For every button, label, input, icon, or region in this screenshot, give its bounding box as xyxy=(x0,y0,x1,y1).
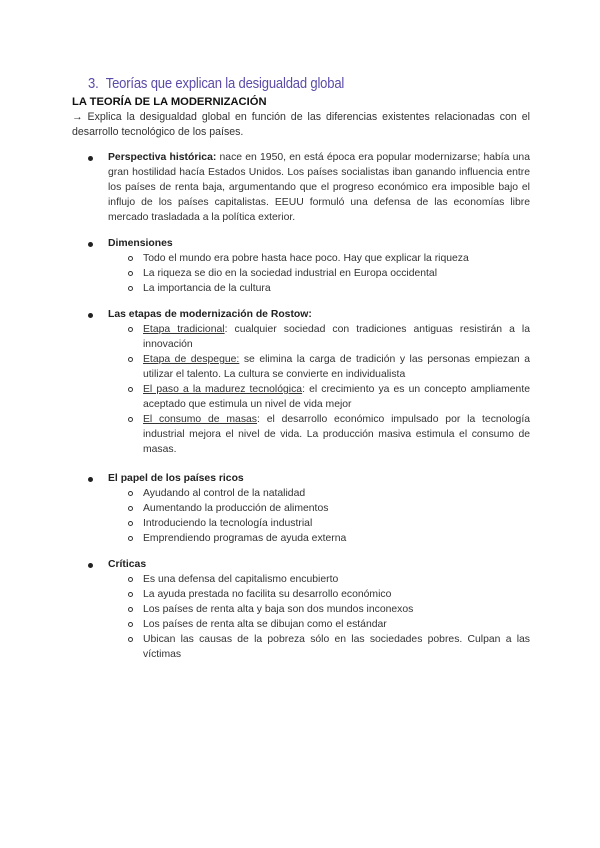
list-item xyxy=(88,617,530,632)
circle-bullet-icon xyxy=(128,256,133,261)
bullet-dot xyxy=(88,242,93,247)
list-item-text: Los países de renta alta y baja son dos mundos inconexos xyxy=(143,604,414,615)
circle-bullet-icon xyxy=(128,491,133,496)
rostow-list xyxy=(88,322,530,457)
list-item xyxy=(88,352,530,382)
stage-label: El consumo de masas xyxy=(143,414,258,425)
list-item-text: Es una defensa del capitalismo encubierto xyxy=(143,574,339,585)
bullet-item xyxy=(88,150,530,225)
list-item xyxy=(88,572,530,587)
bullet-item xyxy=(88,557,530,572)
criticas-title: Críticas xyxy=(108,559,147,570)
list-item xyxy=(88,602,530,617)
list-item xyxy=(88,281,530,296)
heading-title: Teorías que explican la desigualdad global xyxy=(105,76,345,92)
list-item-text: Aumentando la producción de alimentos xyxy=(143,503,329,514)
circle-bullet-icon xyxy=(128,607,133,612)
intro-paragraph: → Explica la desigualdad global en función de las diferencias existentes relacionadas con el desarrollo tecnológico de los países. xyxy=(72,111,530,138)
list-item xyxy=(88,412,530,457)
circle-bullet-icon xyxy=(128,357,133,362)
list-item xyxy=(88,322,530,352)
list-item-text: La ayuda prestada no facilita su desarrollo económico xyxy=(143,589,392,600)
list-item xyxy=(88,382,530,412)
dimensiones-section xyxy=(88,236,530,296)
rostow-title: Las etapas de modernización de Rostow: xyxy=(108,309,312,320)
circle-bullet-icon xyxy=(128,592,133,597)
circle-bullet-icon xyxy=(128,577,133,582)
list-item-text: Ayudando al control de la natalidad xyxy=(143,488,306,499)
list-item xyxy=(88,587,530,602)
circle-bullet-icon xyxy=(128,387,133,392)
stage-label: Etapa de despegue: xyxy=(143,354,240,365)
rostow-section xyxy=(88,307,530,457)
list-item xyxy=(88,266,530,281)
perspectiva-text: nace en 1950, en está época era popular modernizarse; había una gran hostilidad hacía Estados Unidos. Los países socialistas iban ganando influencia entre los países de renta baja, argumentando que el progreso económico era imposible bajo el influjo de los países capitalistas. EEUU formuló una defensa de las economías libre mercado trasladada a la política exterior. xyxy=(108,152,530,223)
bullet-item xyxy=(88,307,530,322)
bullet-dot xyxy=(88,477,93,482)
dimensiones-list xyxy=(88,251,530,296)
circle-bullet-icon xyxy=(128,536,133,541)
criticas-list xyxy=(88,572,530,662)
circle-bullet-icon xyxy=(128,637,133,642)
bullet-dot xyxy=(88,156,93,161)
stage-text: : el crecimiento ya es un concepto ampliamente aceptado que estimula un nivel de vida mejor xyxy=(143,384,530,410)
heading-number: 3. xyxy=(88,76,99,92)
perspectiva-title: Perspectiva histórica: xyxy=(108,152,217,163)
circle-bullet-icon xyxy=(128,286,133,291)
list-item xyxy=(88,531,530,546)
list-item xyxy=(88,501,530,516)
circle-bullet-icon xyxy=(128,327,133,332)
list-item-text: Todo el mundo era pobre hasta hace poco. Hay que explicar la riqueza xyxy=(143,253,469,264)
bullet-item xyxy=(88,236,530,251)
stage-text: : cualquier sociedad con tradiciones antiguas resistirán a la innovación xyxy=(143,324,530,350)
circle-bullet-icon xyxy=(128,271,133,276)
perspectiva-section xyxy=(88,150,530,225)
stage-label: Etapa tradicional xyxy=(143,324,225,335)
list-item xyxy=(88,486,530,501)
ricos-section xyxy=(88,471,530,546)
list-item-text: La importancia de la cultura xyxy=(143,283,271,294)
list-item-text: Emprendiendo programas de ayuda externa xyxy=(143,533,347,544)
list-item xyxy=(88,516,530,531)
bullet-dot xyxy=(88,313,93,318)
circle-bullet-icon xyxy=(128,521,133,526)
subtitle: LA TEORÍA DE LA MODERNIZACIÓN xyxy=(72,96,267,108)
section-heading xyxy=(88,76,344,92)
list-item-text: Ubican las causas de la pobreza sólo en las sociedades pobres. Culpan a las víctimas xyxy=(143,634,530,660)
stage-label: El paso a la madurez tecnológica xyxy=(143,384,303,395)
bullet-item xyxy=(88,471,530,486)
ricos-list xyxy=(88,486,530,546)
list-item xyxy=(88,251,530,266)
bullet-dot xyxy=(88,563,93,568)
circle-bullet-icon xyxy=(128,622,133,627)
list-item-text: Los países de renta alta se dibujan como el estándar xyxy=(143,619,387,630)
list-item-text: La riqueza se dio en la sociedad industrial en Europa occidental xyxy=(143,268,438,279)
ricos-title: El papel de los países ricos xyxy=(108,473,244,484)
circle-bullet-icon xyxy=(128,417,133,422)
dimensiones-title: Dimensiones xyxy=(108,238,173,249)
list-item-text: Introduciendo la tecnología industrial xyxy=(143,518,313,529)
criticas-section xyxy=(88,557,530,662)
stage-text: : el desarrollo económico impulsado por la tecnología industrial mejora el nivel de vida. La producción masiva estimula el consumo de masas. xyxy=(143,414,530,455)
list-item xyxy=(88,632,530,662)
stage-text: se elimina la carga de tradición y las personas empiezan a utilizar el talento. La cultura se convierte en individualista xyxy=(143,354,530,380)
circle-bullet-icon xyxy=(128,506,133,511)
